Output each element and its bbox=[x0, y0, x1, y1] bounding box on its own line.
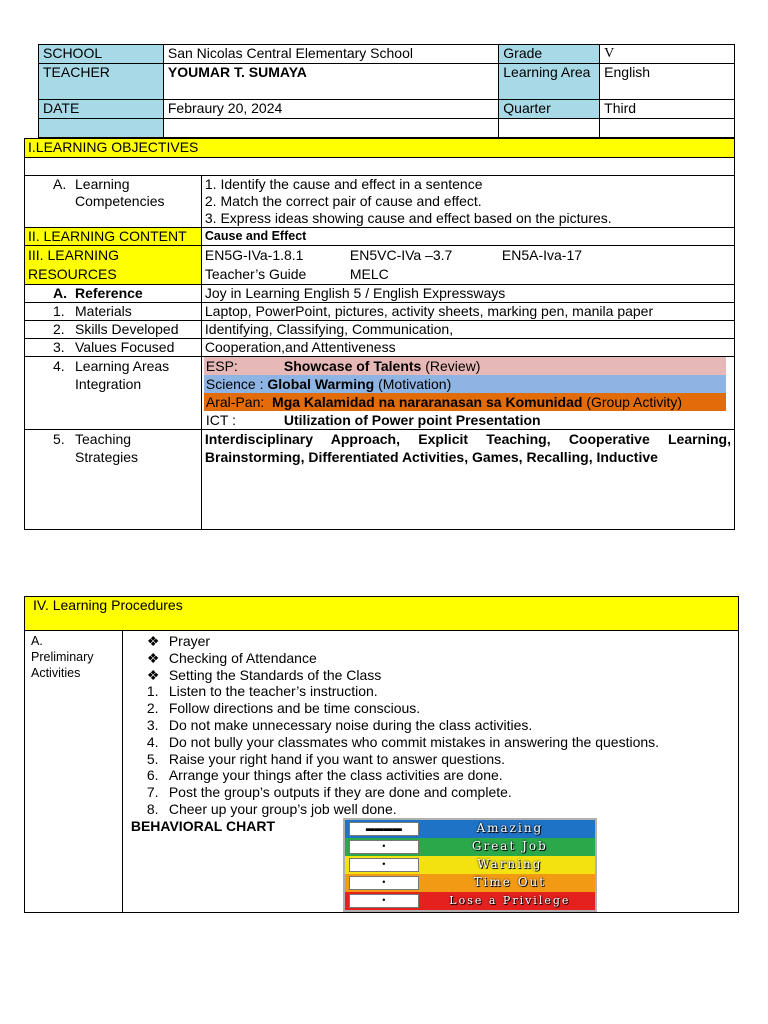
strategies-value: Interdisciplinary Approach, Explicit Teaching, Cooperative Learning, Brainstorming, Differentiated Activities, Games, Recalling, Inductive bbox=[201, 430, 734, 530]
chart-level-great-job: • Great Job bbox=[345, 838, 595, 856]
objectives-title: I.LEARNING OBJECTIVES bbox=[25, 139, 735, 158]
competencies-list bbox=[201, 176, 734, 228]
list-marker: A. bbox=[53, 285, 67, 301]
strategies-label: 5. Teaching Strategies bbox=[25, 430, 202, 530]
date-label: DATE bbox=[39, 100, 164, 119]
clip-icon: ▬▬▬▬ bbox=[349, 822, 419, 836]
diamond-bullet-icon: ❖ bbox=[146, 649, 160, 666]
integration-science: Science : Global Warming (Motivation) bbox=[204, 375, 726, 393]
integration-ict: ICT : Utilization of Power point Presentation bbox=[205, 412, 541, 428]
list-marker: 4. bbox=[53, 358, 65, 374]
integration-araling-panlipunan: Aral-Pan: Mga Kalamidad na nararanasan sa Komunidad (Group Activity) bbox=[204, 393, 726, 411]
skills-value: Identifying, Classifying, Communication, bbox=[201, 321, 734, 339]
blank-cell bbox=[600, 119, 735, 138]
blank-label-cell bbox=[39, 119, 164, 138]
content-value: Cause and Effect bbox=[201, 228, 734, 246]
teacher-value: YOUMAR T. SUMAYA bbox=[163, 64, 498, 100]
list-item: 6. Arrange your things after the class activities are done. bbox=[146, 767, 503, 784]
list-item: 3. Do not make unnecessary noise during the class activities. bbox=[146, 716, 533, 733]
school-value: San Nicolas Central Elementary School bbox=[163, 45, 498, 64]
clip-icon: • bbox=[349, 894, 419, 908]
clip-icon: • bbox=[349, 858, 419, 872]
learning-area-label: Learning Area bbox=[499, 64, 600, 100]
values-label: 3. Values Focused bbox=[25, 339, 202, 357]
list-item: 2. Follow directions and be time conscious. bbox=[146, 700, 421, 717]
teacher-label: TEACHER bbox=[39, 64, 164, 100]
list-item: 7. Post the group’s outputs if they are done and complete. bbox=[146, 784, 512, 801]
list-item: 3. Express ideas showing cause and effect based on the pictures. bbox=[204, 210, 612, 226]
guide-item: MELC bbox=[349, 266, 389, 282]
integration-list bbox=[201, 357, 734, 430]
grade-label: Grade bbox=[499, 45, 600, 64]
guide-item: Teacher’s Guide bbox=[204, 266, 307, 282]
resources-codes bbox=[201, 246, 734, 285]
values-value: Cooperation,and Attentiveness bbox=[201, 339, 734, 357]
preliminary-activities bbox=[122, 631, 738, 913]
grade-value: V bbox=[600, 45, 735, 64]
content-title: II. LEARNING CONTENT bbox=[25, 228, 202, 246]
materials-label: 1. Materials bbox=[25, 303, 202, 321]
chart-level-amazing: ▬▬▬▬ Amazing bbox=[345, 820, 595, 838]
list-item: 2. Match the correct pair of cause and effect. bbox=[204, 193, 482, 209]
behavioral-chart-label: BEHAVIORAL CHART bbox=[130, 817, 275, 834]
section-marker: A. bbox=[31, 634, 43, 648]
preliminary-label: A. Preliminary Activities bbox=[25, 631, 123, 913]
code-item: EN5G-IVa-1.8.1 bbox=[204, 247, 304, 263]
list-item: 8. Cheer up your group’s job well done. bbox=[146, 800, 397, 817]
quarter-value: Third bbox=[600, 100, 735, 119]
blank-value-cell bbox=[163, 119, 498, 138]
date-value: Febraury 20, 2024 bbox=[163, 100, 498, 119]
reference-value: Joy in Learning English 5 / English Expressways bbox=[201, 285, 734, 303]
diamond-bullet-icon: ❖ bbox=[146, 666, 160, 683]
list-item: ❖ Setting the Standards of the Class bbox=[146, 666, 382, 683]
list-item: 1. Listen to the teacher’s instruction. bbox=[146, 683, 378, 700]
behavioral-chart-image bbox=[343, 818, 597, 912]
skills-label: 2. Skills Developed bbox=[25, 321, 202, 339]
procedures-title: IV. Learning Procedures bbox=[25, 597, 739, 631]
reference-label: A. Reference bbox=[25, 285, 202, 303]
code-item: EN5A-Iva-17 bbox=[501, 247, 583, 263]
resources-title: III. LEARNING RESOURCES bbox=[25, 246, 202, 285]
learning-area-value: English bbox=[600, 64, 735, 100]
chart-level-warning: • Warning bbox=[345, 856, 595, 874]
blank-cell bbox=[499, 119, 600, 138]
behavioral-chart-section bbox=[130, 817, 732, 912]
materials-value: Laptop, PowerPoint, pictures, activity sheets, marking pen, manila paper bbox=[201, 303, 734, 321]
chart-level-lose-privilege: • Lose a Privilege bbox=[345, 892, 595, 910]
procedures-table bbox=[24, 596, 739, 913]
list-item: ❖ Checking of Attendance bbox=[146, 649, 317, 666]
list-marker: 1. bbox=[53, 303, 65, 319]
header-table bbox=[38, 44, 735, 138]
list-marker: 5. bbox=[53, 431, 65, 447]
chart-level-time-out: • Time Out bbox=[345, 874, 595, 892]
quarter-label: Quarter bbox=[499, 100, 600, 119]
code-item: EN5VC-IVa –3.7 bbox=[349, 247, 453, 263]
clip-icon: • bbox=[349, 876, 419, 890]
integration-label: 4. Learning Areas Integration bbox=[25, 357, 202, 430]
list-marker: 3. bbox=[53, 339, 65, 355]
diamond-bullet-icon: ❖ bbox=[146, 633, 160, 649]
competencies-label: A. Learning Competencies bbox=[25, 176, 202, 228]
list-marker: 2. bbox=[53, 321, 65, 337]
list-item: ❖ Prayer bbox=[146, 633, 211, 649]
integration-esp: ESP: Showcase of Talents (Review) bbox=[204, 357, 726, 375]
list-item: 5. Raise your right hand if you want to answer questions. bbox=[146, 750, 506, 767]
list-marker: A. bbox=[53, 176, 67, 192]
clip-icon: • bbox=[349, 840, 419, 854]
spacer-row bbox=[25, 158, 735, 176]
list-item: 1. Identify the cause and effect in a sentence bbox=[204, 176, 483, 192]
list-item: 4. Do not bully your classmates who commit mistakes in answering the questions. bbox=[146, 733, 660, 750]
school-label: SCHOOL bbox=[39, 45, 164, 64]
lesson-plan-table bbox=[24, 138, 735, 530]
